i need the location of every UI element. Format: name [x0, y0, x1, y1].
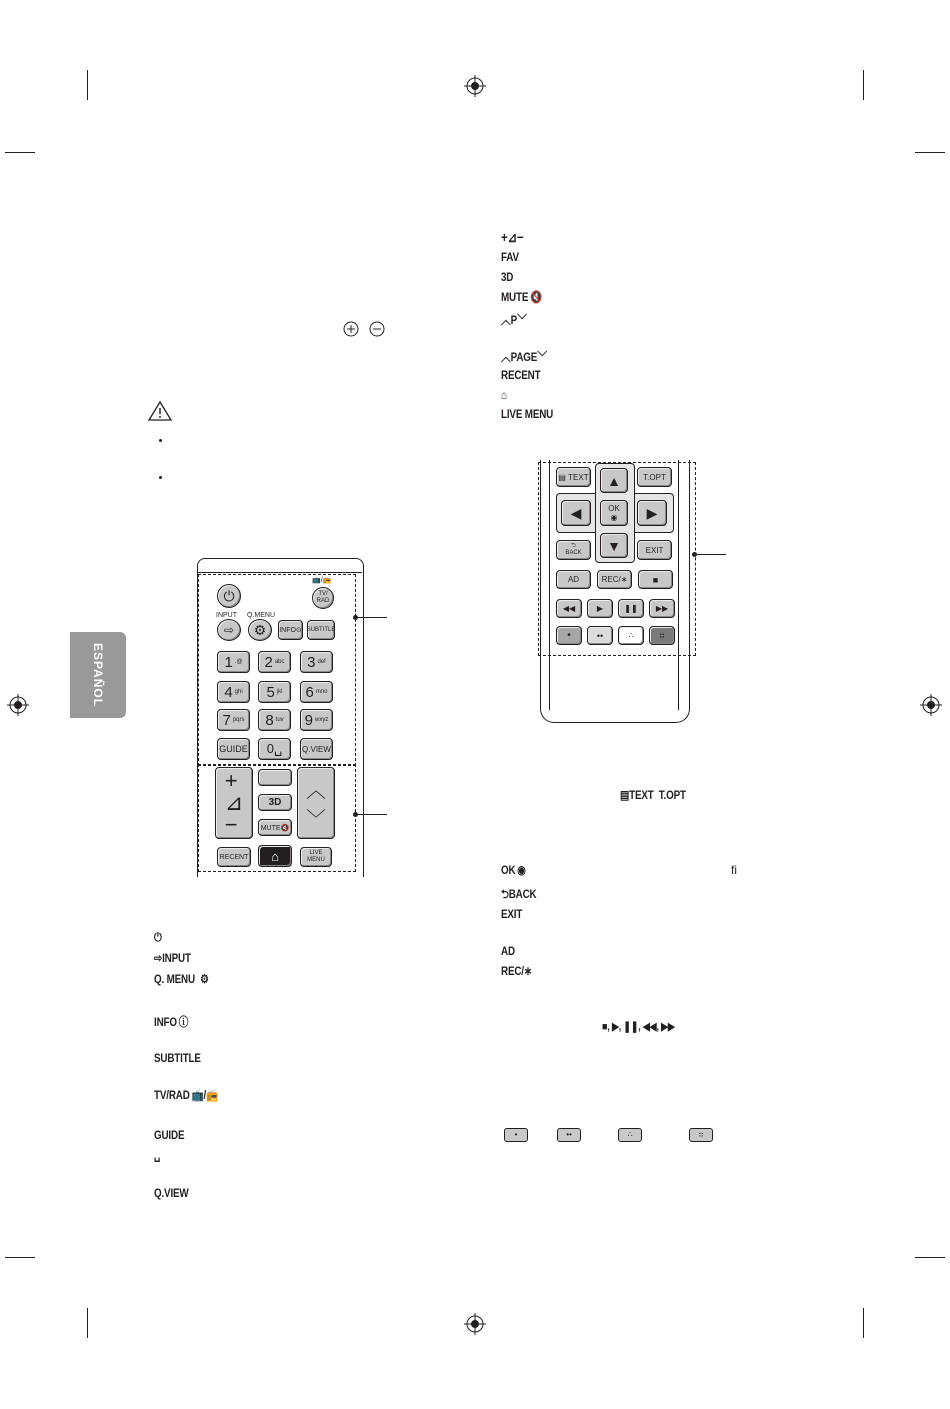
recent-button[interactable]: RECENT	[217, 847, 251, 867]
text-topt-line: ▤TEXT T.OPT	[620, 788, 686, 802]
digit-letters: tuv	[275, 717, 284, 723]
program-rocker[interactable]: ︿ ﹀	[297, 767, 335, 839]
ok-key-label: OK ◉	[501, 863, 526, 877]
crop-mark	[5, 152, 35, 153]
prog-key-label: ︿P﹀	[501, 313, 527, 327]
digit-number: 7	[222, 711, 231, 729]
livemenu-key-label	[501, 407, 553, 421]
text-button-label: TEXT	[568, 472, 589, 482]
qmenu-key-label: Q. MENU ⚙	[154, 972, 209, 986]
3d-button[interactable]: 3D	[258, 794, 292, 811]
yellow-button[interactable]: ∴	[618, 626, 644, 645]
key-name: PAGE	[510, 350, 538, 364]
right-arrow-button[interactable]: ▶	[637, 500, 667, 526]
recent-key-label	[501, 368, 540, 382]
input-key-label: ⇨INPUT	[154, 951, 191, 965]
home-key-label: ⌂	[501, 388, 507, 402]
red-button[interactable]: •	[556, 626, 582, 645]
play-button[interactable]: ▶	[587, 599, 613, 618]
topt-button[interactable]: T.OPT	[637, 467, 672, 487]
mute-key-label: MUTE 🔇	[501, 290, 543, 304]
back-button[interactable]: ⮌ BACK	[556, 540, 591, 560]
subtitle-button[interactable]: SUBTITLE	[307, 620, 335, 640]
digit-6-button[interactable]	[300, 681, 333, 703]
digit-letters: pqrs	[232, 717, 245, 723]
key-name: LIVE MENU	[501, 407, 554, 421]
language-tab	[70, 632, 126, 718]
digit-number: 1	[224, 653, 233, 671]
digit-number: 4	[224, 683, 233, 701]
crop-mark	[87, 70, 88, 100]
digit-number: 6	[305, 683, 314, 701]
qmenu-label: Q.MENU	[247, 612, 275, 619]
mute-button[interactable]: MUTE🔇	[258, 819, 292, 836]
digit-number: 8	[265, 711, 274, 729]
volume-rocker[interactable]: + ⊿ −	[215, 767, 253, 839]
space-key-label: ␣	[154, 1148, 161, 1162]
digit-1-button[interactable]	[217, 651, 250, 673]
ad-button[interactable]: AD	[556, 570, 591, 589]
rec-key-label	[501, 964, 532, 978]
crop-mark	[915, 152, 945, 153]
key-name: +⊿−	[501, 229, 524, 245]
ok-button[interactable]: OK ◉	[600, 500, 628, 526]
digit-letters: wxyz	[315, 717, 329, 723]
bullet	[159, 476, 162, 479]
exit-button[interactable]: EXIT	[637, 540, 672, 560]
registration-mark-icon	[7, 694, 29, 716]
topt-key-label: T.OPT	[658, 788, 686, 802]
callout-line	[694, 554, 726, 555]
digit-4-button[interactable]	[217, 681, 250, 703]
crop-mark	[863, 1308, 864, 1338]
info-key-label: INFO ⓘ	[154, 1015, 189, 1029]
crop-mark	[915, 1257, 945, 1258]
plus-circle-icon	[343, 321, 359, 337]
registration-mark-icon	[464, 75, 486, 97]
exit-key-label	[501, 907, 522, 921]
key-name: BACK	[508, 887, 537, 901]
guide-key-label	[154, 1128, 184, 1142]
digit-2-button[interactable]	[258, 651, 291, 673]
crop-mark	[87, 1308, 88, 1338]
left-arrow-button[interactable]: ◀	[561, 500, 591, 526]
digit-number: 3	[307, 653, 316, 671]
fi-glyph: ﬁ	[731, 863, 737, 877]
callout-dot	[692, 552, 697, 557]
key-name: 3D	[501, 270, 514, 284]
back-key-label: ⮌BACK	[501, 887, 537, 901]
digit-5-button[interactable]	[258, 681, 291, 703]
home-button[interactable]: ⌂	[258, 845, 292, 867]
warning-icon	[147, 400, 173, 422]
qview-key-label	[154, 1186, 189, 1200]
digit-8-button[interactable]	[258, 709, 291, 731]
key-name: Q. MENU	[154, 972, 195, 986]
qmenu-button[interactable]: ⚙	[248, 619, 272, 641]
tvrad-button[interactable]: TV/ RAD	[312, 587, 334, 609]
rec-button[interactable]: REC/∗	[597, 570, 632, 589]
red-key-icon: •	[504, 1128, 528, 1142]
green-button[interactable]: ••	[587, 626, 613, 645]
down-arrow-button[interactable]: ▼	[600, 533, 628, 558]
digit-3-button[interactable]	[300, 651, 333, 673]
digit-letters: def	[317, 659, 326, 665]
key-name: RECENT	[501, 368, 541, 382]
input-label: INPUT	[216, 612, 237, 619]
key-name: MUTE	[501, 290, 529, 304]
key-name: OK	[501, 863, 516, 877]
qview-button[interactable]: Q.VIEW	[300, 738, 333, 760]
vol-key-label	[501, 229, 524, 246]
digit-letters: abc	[274, 659, 285, 665]
tvrad-top-label: 📺/📻	[312, 577, 332, 584]
page-key-label: ︿PAGE﹀	[501, 350, 547, 364]
key-name: FAV	[501, 250, 519, 264]
digit-7-button[interactable]	[217, 709, 250, 731]
subtitle-key-label	[154, 1051, 201, 1065]
3d-key-label	[501, 270, 513, 284]
callout-line	[355, 617, 387, 618]
up-arrow-button[interactable]: ▲	[600, 468, 628, 493]
stop-button[interactable]: ■	[638, 570, 673, 589]
key-name: INPUT	[162, 951, 191, 965]
rewind-button[interactable]: ◀◀	[556, 599, 582, 618]
blue-key-icon: ⠶	[689, 1128, 713, 1142]
digit-number: 2	[264, 653, 273, 671]
power-button[interactable]: ⏻	[217, 584, 241, 608]
digit-number: 9	[304, 711, 313, 729]
fast-forward-button[interactable]: ▶▶	[649, 599, 675, 618]
blue-button[interactable]: ⠶	[649, 626, 675, 645]
minus-circle-icon	[369, 321, 385, 337]
language-tab-label: ESPAÑOL	[91, 642, 105, 708]
registration-mark-icon	[464, 1313, 486, 1335]
key-name: EXIT	[501, 907, 523, 921]
ok-button-label: OK	[608, 504, 620, 513]
crop-mark	[863, 70, 864, 100]
pause-button[interactable]: ❚❚	[618, 599, 644, 618]
key-name: P	[510, 313, 518, 327]
power-key-label: ⏻	[154, 930, 162, 944]
guide-button[interactable]: GUIDE	[217, 738, 250, 760]
digit-9-button[interactable]	[300, 709, 333, 731]
text-key-label: TEXT	[629, 788, 654, 802]
playback-symbols: ■, ▶, ❚❚, ◀◀, ▶▶	[602, 1021, 675, 1033]
tvrad-key-label: TV/RAD 📺/📻	[154, 1088, 219, 1102]
zero-button[interactable]: 0␣	[258, 738, 291, 760]
info-button[interactable]: INFO⊙	[278, 620, 303, 640]
callout-dot	[353, 615, 358, 620]
key-name: INFO	[154, 1015, 177, 1029]
key-name: TV/RAD	[154, 1088, 190, 1102]
green-key-icon: ••	[557, 1128, 581, 1142]
digit-letters: mno	[315, 689, 328, 695]
back-button-label: BACK	[565, 550, 582, 556]
input-button[interactable]: ⇨	[217, 619, 241, 641]
ad-key-label	[501, 944, 515, 958]
fav-key-label	[501, 250, 519, 264]
key-name: GUIDE	[154, 1128, 185, 1142]
livemenu-button[interactable]: LIVE MENU	[300, 847, 332, 867]
key-name: AD	[501, 944, 515, 958]
digit-letters: ghi	[234, 689, 243, 695]
callout-dot	[353, 812, 358, 817]
callout-line	[355, 814, 387, 815]
bullet	[159, 439, 162, 442]
key-name: SUBTITLE	[154, 1051, 201, 1065]
digit-number: 5	[266, 683, 275, 701]
remote-top-edge	[197, 572, 362, 573]
registration-mark-icon	[920, 694, 942, 716]
key-name: Q.VIEW	[154, 1186, 189, 1200]
digit-letters: jkl	[276, 689, 283, 695]
crop-mark	[5, 1257, 35, 1258]
key-name: REC/∗	[501, 964, 532, 978]
yellow-key-icon: ∴	[618, 1128, 642, 1142]
text-button[interactable]: ▤ TEXT	[556, 467, 591, 487]
digit-letters: .@	[234, 659, 243, 665]
fav-button[interactable]	[258, 769, 292, 786]
